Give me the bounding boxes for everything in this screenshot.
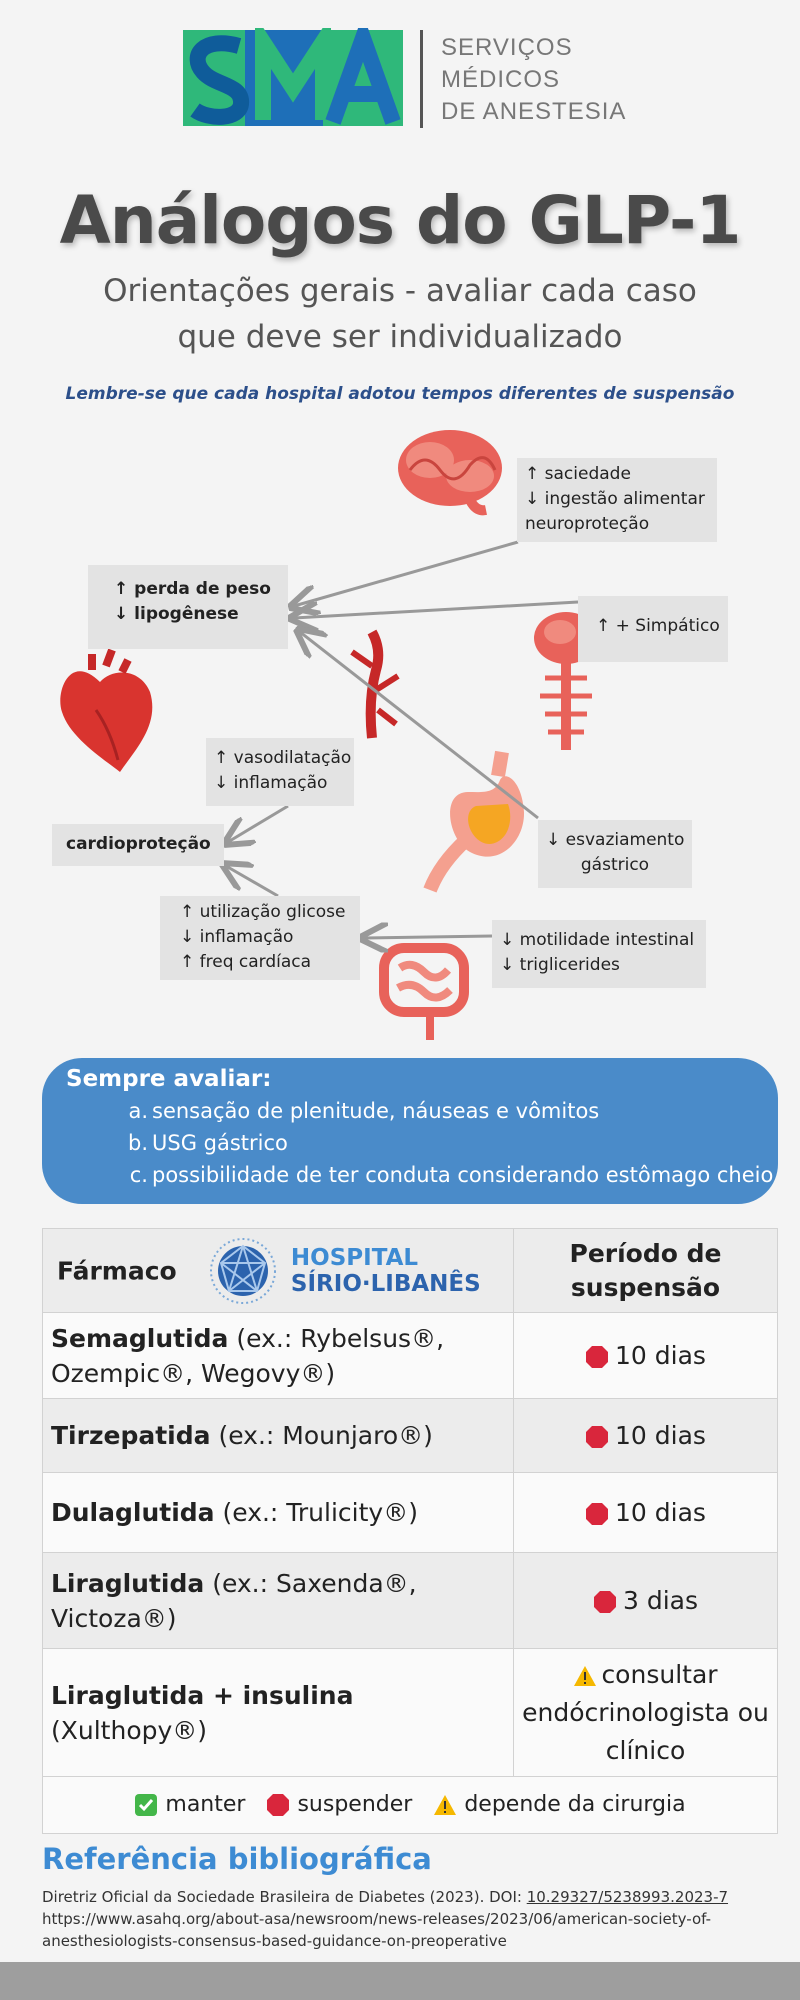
- stop-sign-icon: [593, 1590, 617, 1614]
- reference-title: Referência bibliográfica: [42, 1842, 432, 1876]
- drug-name: Semaglutida: [51, 1323, 229, 1353]
- period-cell: [514, 1473, 778, 1553]
- period-line-3: clínico: [605, 1735, 686, 1765]
- table-row: [43, 1473, 778, 1553]
- reference-doi-link[interactable]: 10.29327/5238993.2023-7: [526, 1888, 729, 1906]
- weight-effect-2: ↓ lipogênese: [114, 604, 239, 624]
- legend-depends: depende da cirurgia: [464, 1792, 686, 1817]
- weight-effects-box: [88, 565, 288, 649]
- evaluate-list: [126, 1095, 774, 1191]
- evaluate-item: [126, 1159, 774, 1191]
- logo-line-3: DE ANESTESIA: [441, 98, 627, 125]
- stop-sign-icon: [585, 1502, 609, 1526]
- vessel-effect-1: ↑ vasodilatação: [214, 748, 352, 768]
- period-value: 10 dias: [615, 1340, 706, 1370]
- reference-line-3[interactable]: anesthesiologists-consensus-based-guidance-on-preoperative: [42, 1932, 507, 1950]
- sympathetic-box: [578, 596, 728, 662]
- drug-cell: [43, 1553, 514, 1649]
- drug-name: Dulaglutida: [51, 1498, 215, 1527]
- metabolic-effect-1: ↑ utilização glicose: [180, 902, 346, 922]
- always-evaluate-panel: [42, 1058, 778, 1204]
- evaluate-item: [126, 1127, 754, 1159]
- intestine-icon: [384, 948, 464, 1040]
- cardioprotection-label: cardioproteção: [66, 834, 211, 854]
- drug-name: Liraglutida: [51, 1568, 205, 1598]
- drug-name: Liraglutida + insulina: [51, 1680, 354, 1710]
- drug-cell: [43, 1399, 514, 1473]
- drug-header: Fármaco: [57, 1256, 177, 1285]
- check-icon: [134, 1793, 158, 1817]
- suspension-table: [42, 1228, 778, 1777]
- metabolic-effect-3: ↑ freq cardíaca: [180, 952, 312, 972]
- period-value: consultar: [601, 1659, 718, 1689]
- stomach-effect-1: ↓ esvaziamento: [546, 830, 685, 850]
- intestine-effects-box: [492, 920, 706, 988]
- drug-header-cell: [43, 1229, 514, 1313]
- blood-vessel-icon: [352, 632, 398, 738]
- hospital-name: [291, 1245, 481, 1297]
- stomach-icon: [430, 752, 524, 890]
- drug-detail: (Xulthopy®): [51, 1715, 208, 1745]
- period-header-cell: [514, 1229, 778, 1313]
- sma-logo-mark: [183, 28, 403, 130]
- brain-effects-box: [517, 458, 717, 542]
- page-title: Análogos do GLP-1: [59, 182, 741, 259]
- legend-keep: manter: [165, 1792, 246, 1817]
- drug-cell: [43, 1649, 514, 1777]
- page-subtitle: [0, 268, 800, 360]
- reference-line-2[interactable]: https://www.asahq.org/about-asa/newsroom/news-releases/2023/06/american-society-of-: [42, 1910, 711, 1928]
- period-value: 3 dias: [622, 1585, 698, 1615]
- drug-name: Tirzepatida: [51, 1421, 211, 1450]
- table-row: [43, 1649, 778, 1777]
- logo-line-2: MÉDICOS: [441, 66, 561, 93]
- evaluate-marker: b.: [127, 1131, 148, 1155]
- logo-line-1: SERVIÇOS: [441, 34, 573, 61]
- logo-text: [441, 32, 626, 128]
- brain-effect-2: ↓ ingestão alimentar: [525, 489, 705, 509]
- period-value: 10 dias: [615, 1420, 706, 1450]
- drug-cell: [43, 1313, 514, 1399]
- stomach-effects-box: [538, 820, 692, 888]
- table-row: [43, 1313, 778, 1399]
- intestine-effect-1: ↓ motilidade intestinal: [500, 930, 695, 950]
- period-value: 10 dias: [615, 1497, 706, 1527]
- table-row: [43, 1553, 778, 1649]
- stomach-effect-2: gástrico: [580, 855, 650, 875]
- weight-effect-1: ↑ perda de peso: [114, 579, 271, 599]
- hospital-reminder: Lembre-se que cada hospital adotou tempos diferentes de suspensão: [65, 384, 735, 404]
- intestine-effect-2: ↓ triglicerides: [500, 955, 620, 975]
- glp1-effects-diagram: [0, 420, 800, 1060]
- drug-detail: (ex.: Trulicity®): [214, 1498, 418, 1527]
- hospital-name-line-1: HOSPITAL: [290, 1244, 419, 1271]
- reference-text: [42, 1886, 782, 1952]
- drug-detail: (ex.: Rybelsus®, Ozempic®, Wegovy®): [51, 1323, 445, 1388]
- legend-suspend: suspender: [297, 1792, 413, 1817]
- hospital-name-line-2: SÍRIO·LIBANÊS: [290, 1270, 481, 1297]
- subtitle-line-2: que deve ser individualizado: [177, 319, 623, 355]
- warning-icon: [573, 1665, 597, 1687]
- warning-icon: [433, 1794, 457, 1816]
- period-header-line-2: suspensão: [570, 1272, 721, 1302]
- vessel-effect-2: ↓ inflamação: [214, 773, 328, 793]
- heart-icon: [60, 650, 152, 772]
- table-row: [43, 1399, 778, 1473]
- evaluate-item: [126, 1095, 754, 1127]
- evaluate-marker: a.: [128, 1099, 148, 1123]
- brain-effect-3: neuroproteção: [525, 514, 650, 534]
- evaluate-text: sensação de plenitude, náuseas e vômitos: [152, 1099, 600, 1123]
- stop-sign-icon: [585, 1425, 609, 1449]
- period-line-1: [514, 1656, 777, 1694]
- sympathetic-effect: ↑ + Simpático: [596, 616, 720, 636]
- period-cell: [514, 1649, 778, 1777]
- sma-logo: [183, 28, 627, 130]
- logo-divider: [420, 30, 423, 128]
- evaluate-text: USG gástrico: [152, 1131, 288, 1155]
- reference-line-1: [42, 1886, 782, 1908]
- period-line-2: endócrinologista ou: [522, 1697, 769, 1727]
- period-cell: [514, 1553, 778, 1649]
- legend: [42, 1776, 778, 1834]
- drug-detail: (ex.: Saxenda®, Victoza®): [51, 1568, 417, 1633]
- metabolic-effects-box: [160, 896, 360, 980]
- period-cell: [514, 1313, 778, 1399]
- stop-sign-icon: [266, 1793, 290, 1817]
- vessel-effects-box: [206, 738, 354, 806]
- drug-detail: (ex.: Mounjaro®): [210, 1421, 433, 1450]
- brain-effect-1: ↑ saciedade: [525, 464, 631, 484]
- subtitle-line-1: Orientações gerais - avaliar cada caso: [103, 273, 697, 309]
- drug-cell: [43, 1473, 514, 1553]
- hospital-logo-icon: [208, 1236, 278, 1306]
- reference-citation: Diretriz Oficial da Sociedade Brasileira de Diabetes (2023). DOI:: [42, 1888, 527, 1906]
- stop-sign-icon: [585, 1345, 609, 1369]
- metabolic-effect-2: ↓ inflamação: [180, 927, 294, 947]
- period-cell: [514, 1399, 778, 1473]
- cardioprotection-box: [52, 824, 224, 866]
- evaluate-marker: c.: [129, 1163, 148, 1187]
- footer-bar: [0, 1962, 800, 2000]
- always-evaluate-title: Sempre avaliar:: [66, 1066, 272, 1092]
- table-header-row: [43, 1229, 778, 1313]
- period-header-line-1: Período de: [569, 1238, 722, 1268]
- brain-icon: [398, 430, 502, 510]
- evaluate-text: possibilidade de ter conduta considerando estômago cheio: [152, 1163, 774, 1187]
